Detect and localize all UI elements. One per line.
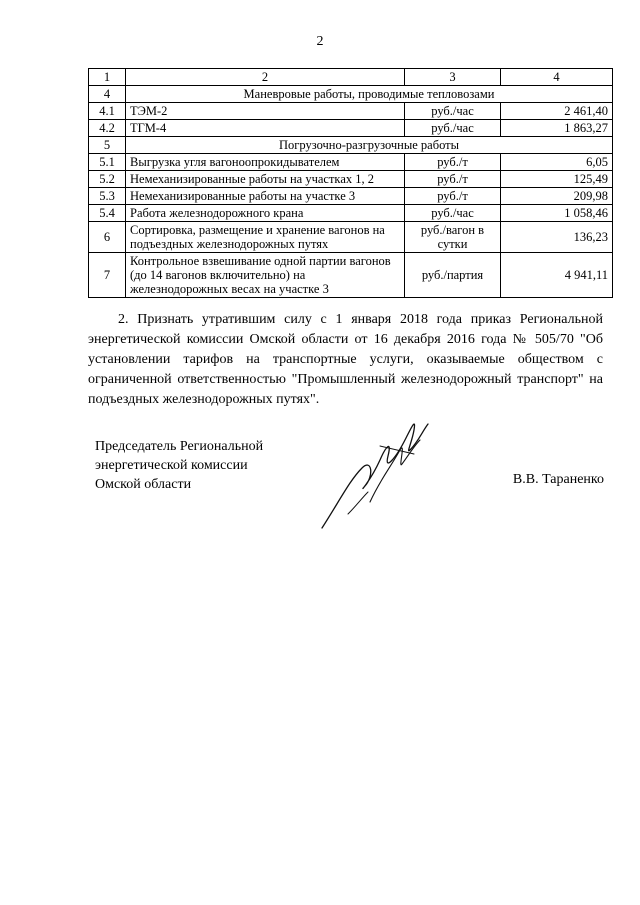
section-title: Погрузочно-разгрузочные работы: [126, 137, 613, 154]
row-unit: руб./партия: [405, 253, 501, 298]
row-name: Контрольное взвешивание одной партии вагонов (до 14 вагонов включительно) на железнодорожных весах на участке 3: [126, 253, 405, 298]
row-name: ТГМ-4: [126, 120, 405, 137]
row-value: 136,23: [501, 222, 613, 253]
signatory-name: В.В. Тараненко: [512, 472, 604, 487]
header-col-1: 1: [89, 69, 126, 86]
handwritten-signature: [310, 410, 450, 535]
row-value: 209,98: [501, 188, 613, 205]
row-number: 5.1: [89, 154, 126, 171]
table-row: [89, 171, 613, 188]
page-number: 2: [316, 34, 324, 49]
row-value: 125,49: [501, 171, 613, 188]
row-unit: руб./т: [405, 188, 501, 205]
section-title: Маневровые работы, проводимые тепловозами: [126, 86, 613, 103]
row-value: 4 941,11: [501, 253, 613, 298]
tariff-table: [88, 68, 613, 298]
row-name: Немеханизированные работы на участках 1, 2: [126, 171, 405, 188]
section-number: 4: [89, 86, 126, 103]
row-name: ТЭМ-2: [126, 103, 405, 120]
clause-2-paragraph: 2. Признать утратившим силу с 1 января 2018 года приказ Региональной энергетической комиссии Омской области от 16 декабря 2016 года № 505/70 "Об установлении тарифов на транспортные услуги, оказываемые обществом с ограниченной ответственностью "Промышленный железнодорожный транспорт" на подъездных железнодорожных путях".: [88, 312, 603, 407]
row-number: 5.3: [89, 188, 126, 205]
table-row: [89, 222, 613, 253]
section-row: [89, 137, 613, 154]
table-header-row: [89, 69, 613, 86]
signatory-title: [95, 437, 263, 494]
table-row: [89, 120, 613, 137]
row-number: 4.1: [89, 103, 126, 120]
signatory-title-line: Омской области: [95, 477, 192, 492]
row-number: 4.2: [89, 120, 126, 137]
row-unit: руб./т: [405, 154, 501, 171]
header-col-4: 4: [501, 69, 613, 86]
row-unit: руб./вагон в сутки: [405, 222, 501, 253]
table-row: [89, 253, 613, 298]
table-row: [89, 103, 613, 120]
row-number: 5.4: [89, 205, 126, 222]
row-unit: руб./т: [405, 171, 501, 188]
row-number: 6: [89, 222, 126, 253]
section-number: 5: [89, 137, 126, 154]
row-value: 1 058,46: [501, 205, 613, 222]
signatory-title-line: Председатель Региональной: [95, 439, 264, 454]
row-value: 2 461,40: [501, 103, 613, 120]
row-number: 7: [89, 253, 126, 298]
row-number: 5.2: [89, 171, 126, 188]
row-value: 1 863,27: [501, 120, 613, 137]
row-name: Работа железнодорожного крана: [126, 205, 405, 222]
row-unit: руб./час: [405, 120, 501, 137]
row-name: Сортировка, размещение и хранение вагонов на подъездных железнодорожных путях: [126, 222, 405, 253]
table-row: [89, 154, 613, 171]
header-col-2: 2: [126, 69, 405, 86]
row-value: 6,05: [501, 154, 613, 171]
row-unit: руб./час: [405, 103, 501, 120]
table-row: [89, 188, 613, 205]
section-row: [89, 86, 613, 103]
header-col-3: 3: [405, 69, 501, 86]
row-name: Немеханизированные работы на участке 3: [126, 188, 405, 205]
table-row: [89, 205, 613, 222]
signatory-title-line: энергетической комиссии: [95, 458, 248, 473]
row-unit: руб./час: [405, 205, 501, 222]
row-name: Выгрузка угля вагоноопрокидывателем: [126, 154, 405, 171]
